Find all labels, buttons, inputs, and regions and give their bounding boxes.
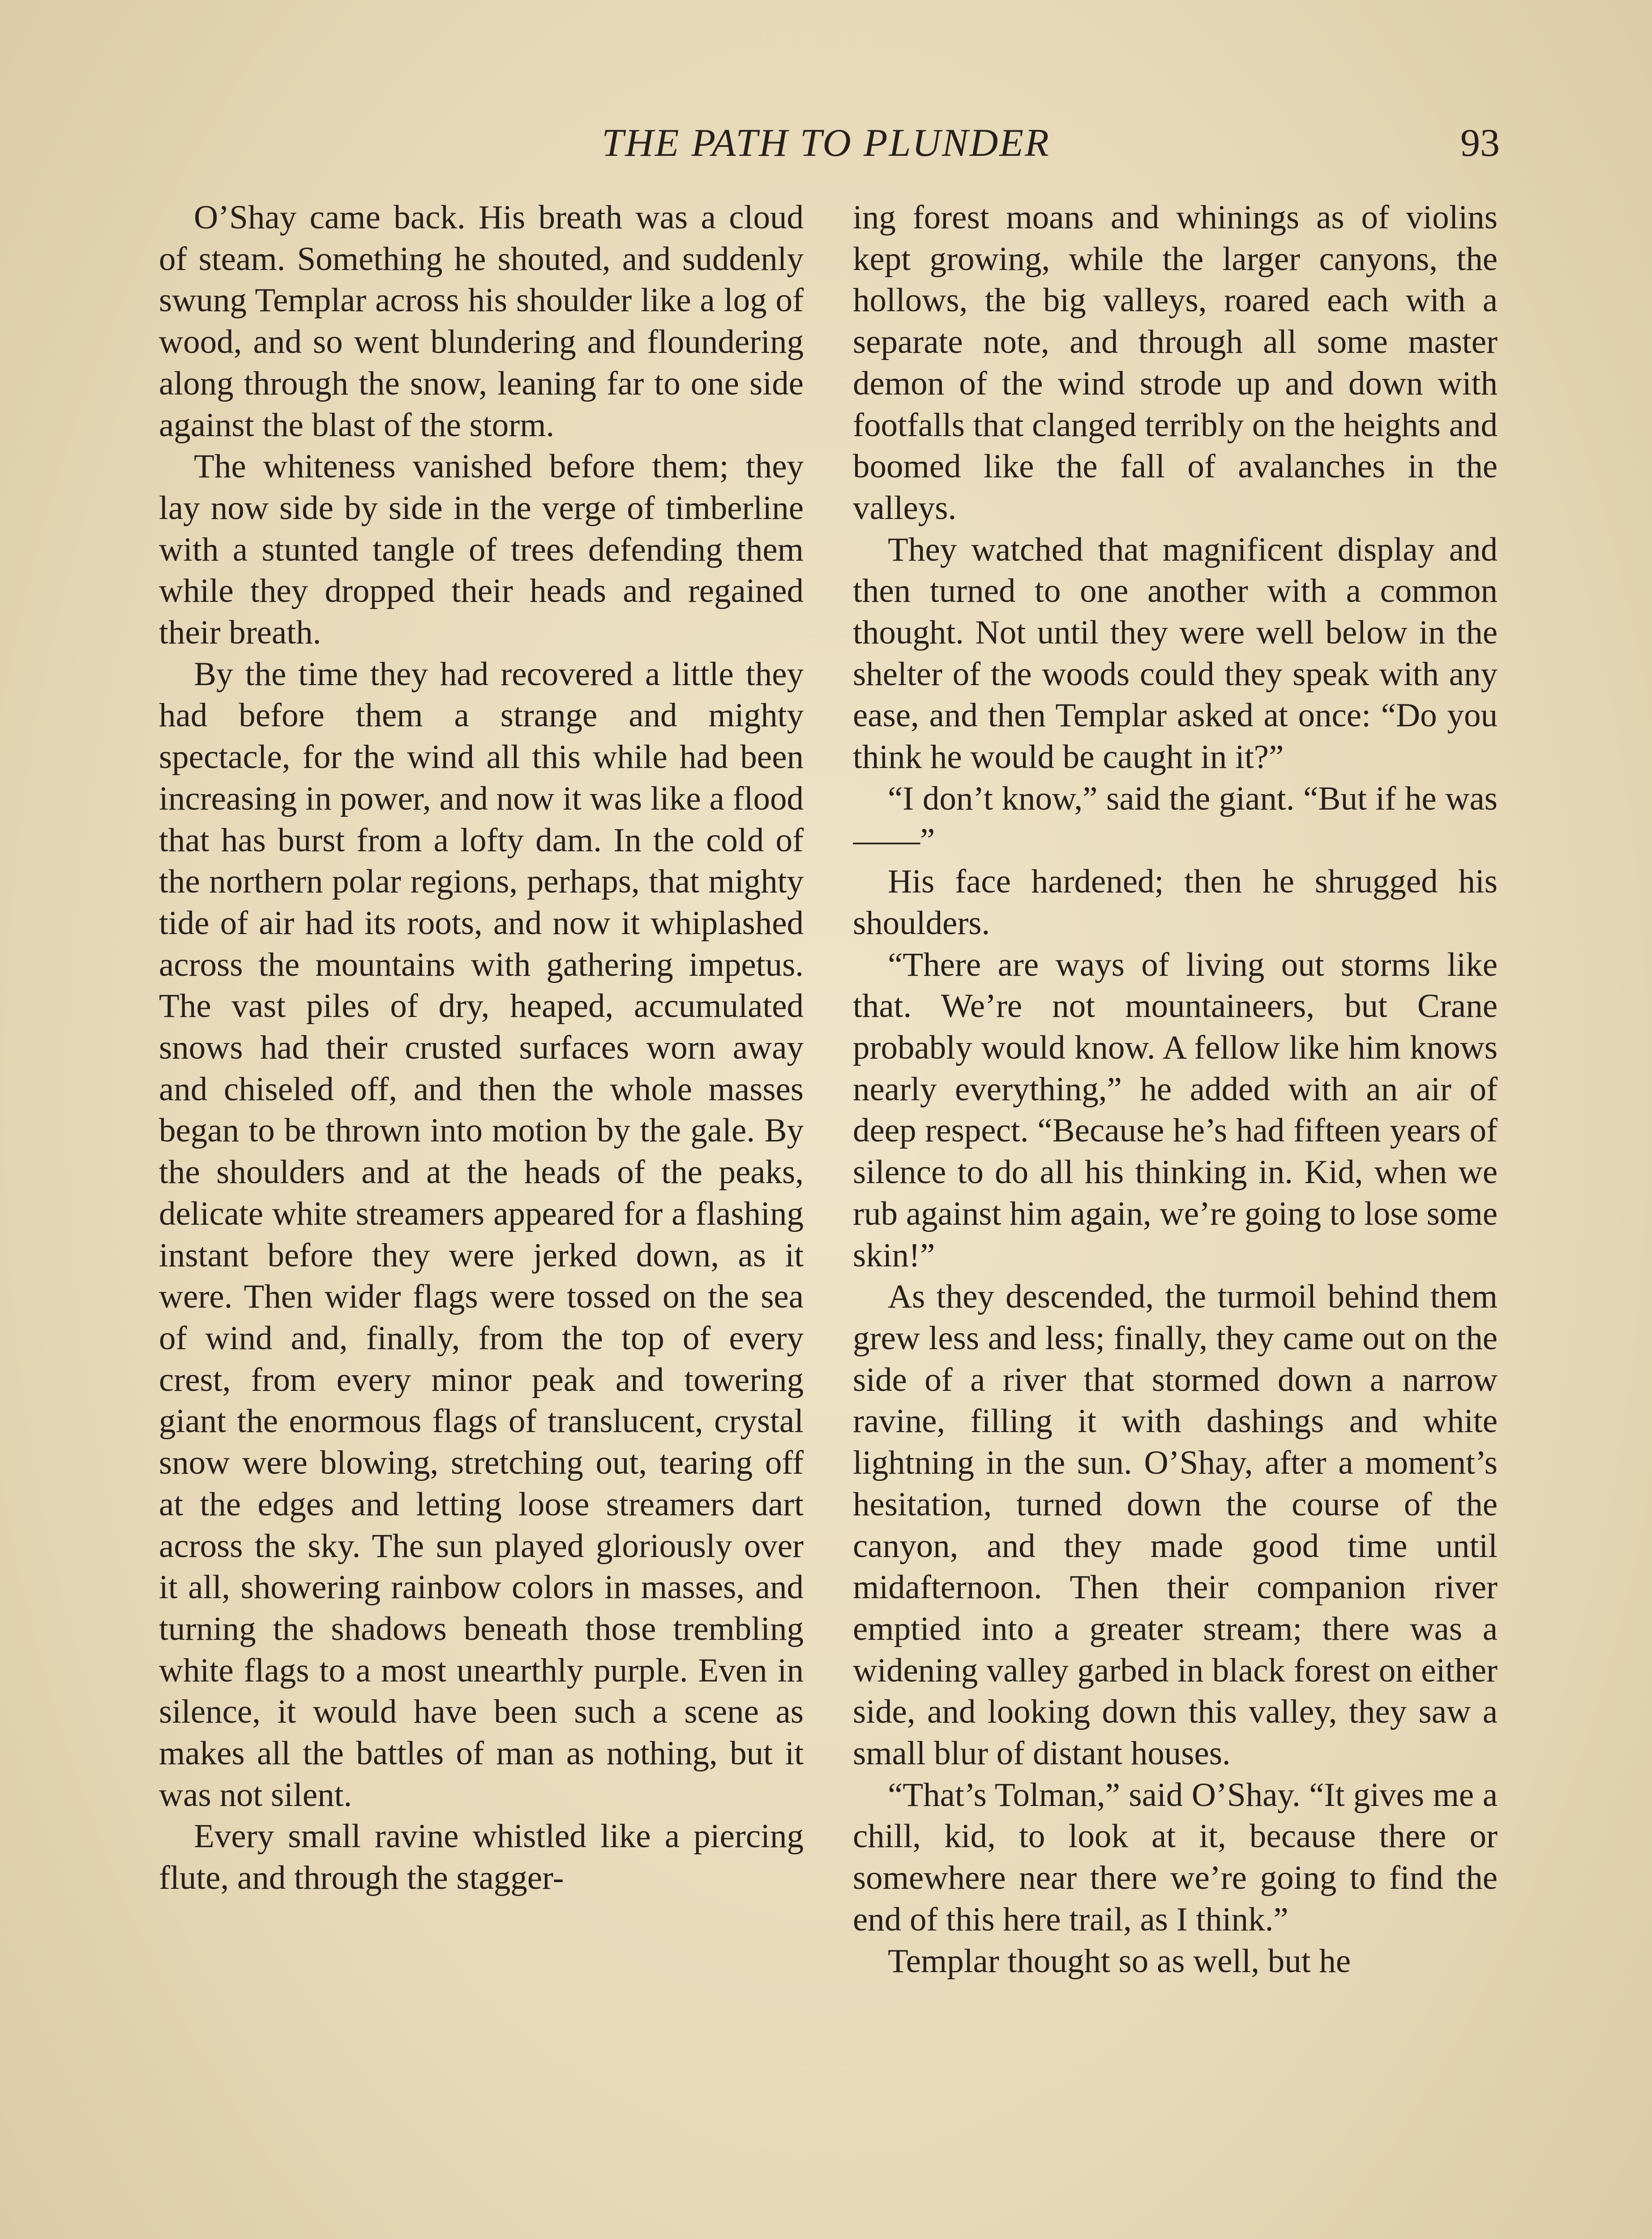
paragraph: By the time they had recovered a little they had before them a strange and mighty spectacle, for the wind all this while had been increasing in power, and now it was like a flood that has burst from a lofty dam. In the cold of the northern polar regions, perhaps, that mighty tide of air had its roots, and now it whiplashed across the mountains with gathering impetus. The vast piles of dry, heaped, accumulated snows had their crusted surfaces worn away and chiseled off, and then the whole masses began to be thrown into motion by the gale. By the shoulders and at the heads of the peaks, delicate white streamers appeared for a flashing instant before they were jerked down, as it were. Then wider flags were tossed on the sea of wind and, finally, from the top of every crest, from every minor peak and towering giant the enormous flags of translucent, crystal snow were blowing, stretching out, tearing off at the edges and letting loose streamers dart across the sky. The sun played gloriously over it all, showering rainbow colors in masses, and turning the shadows beneath those trembling white flags to a most unearthly purple. Even in silence, it would have been such a scene as makes all the battles of man as nothing, but it was not silent. [159,655,804,1814]
running-head [152,119,1500,168]
text-columns [159,197,1498,2239]
paragraph: His face hardened; then he shrugged his shoulders. [853,863,1498,942]
paragraph: As they descended, the turmoil behind them grew less and less; finally, they came out on the side of a river that stormed down a narrow ravine, filling it with dashings and white lightning in the sun. O’Shay, after a moment’s hesitation, turned down the course of the canyon, and they made good time until midafternoon. Then their companion river emptied into a greater stream; there was a widening valley garbed in black forest on either side, and looking down this valley, they saw a small blur of distant houses. [853,1278,1498,1772]
paragraph: “That’s Tolman,” said O’Shay. “It gives me a chill, kid, to look at it, because there or somewhere near there we’re going to find the end of this here trail, as I think.” [853,1776,1498,1938]
paragraph: They watched that magnificent display and then turned to one another with a common thought. Not until they were well below in the shelter of the woods could they speak with any ease, and then Templar asked at once: “Do you think he would be caught in it?” [853,531,1498,776]
paragraph: O’Shay came back. His breath was a cloud of steam. Something he shouted, and suddenly swung Templar across his shoulder like a log of wood, and so went blundering and floundering along through the snow, leaning far to one side against the blast of the storm. [159,199,804,444]
paragraph: Every small ravine whistled like a piercing flute, and through the stagger- [159,1818,804,1897]
left-column [159,197,804,2239]
paragraph: “I don’t know,” said the giant. “But if he was——” [853,780,1498,859]
paragraph: The whiteness vanished before them; they lay now side by side in the verge of timberline with a stunted tangle of trees defending them while they dropped their heads and regained their breath. [159,448,804,652]
paragraph: “There are ways of living out storms like that. We’re not mountaineers, but Crane probably would know. A fellow like him knows nearly everything,” he added with an air of deep respect. “Because he’s had fifteen years of silence to do all his thinking in. Kid, when we rub against him again, we’re going to lose some skin!” [853,946,1498,1274]
page-number: 93 [1460,121,1500,165]
running-title: THE PATH TO PLUNDER [602,121,1050,165]
paragraph: ing forest moans and whinings as of violins kept growing, while the larger canyons, the hollows, the big valleys, roared each with a separate note, and through all some master demon of the wind strode up and down with footfalls that clanged terribly on the heights and boomed like the fall of avalanches in the valleys. [853,199,1498,527]
right-column [853,197,1498,2239]
paragraph: Templar thought so as well, but he [888,1942,1351,1980]
